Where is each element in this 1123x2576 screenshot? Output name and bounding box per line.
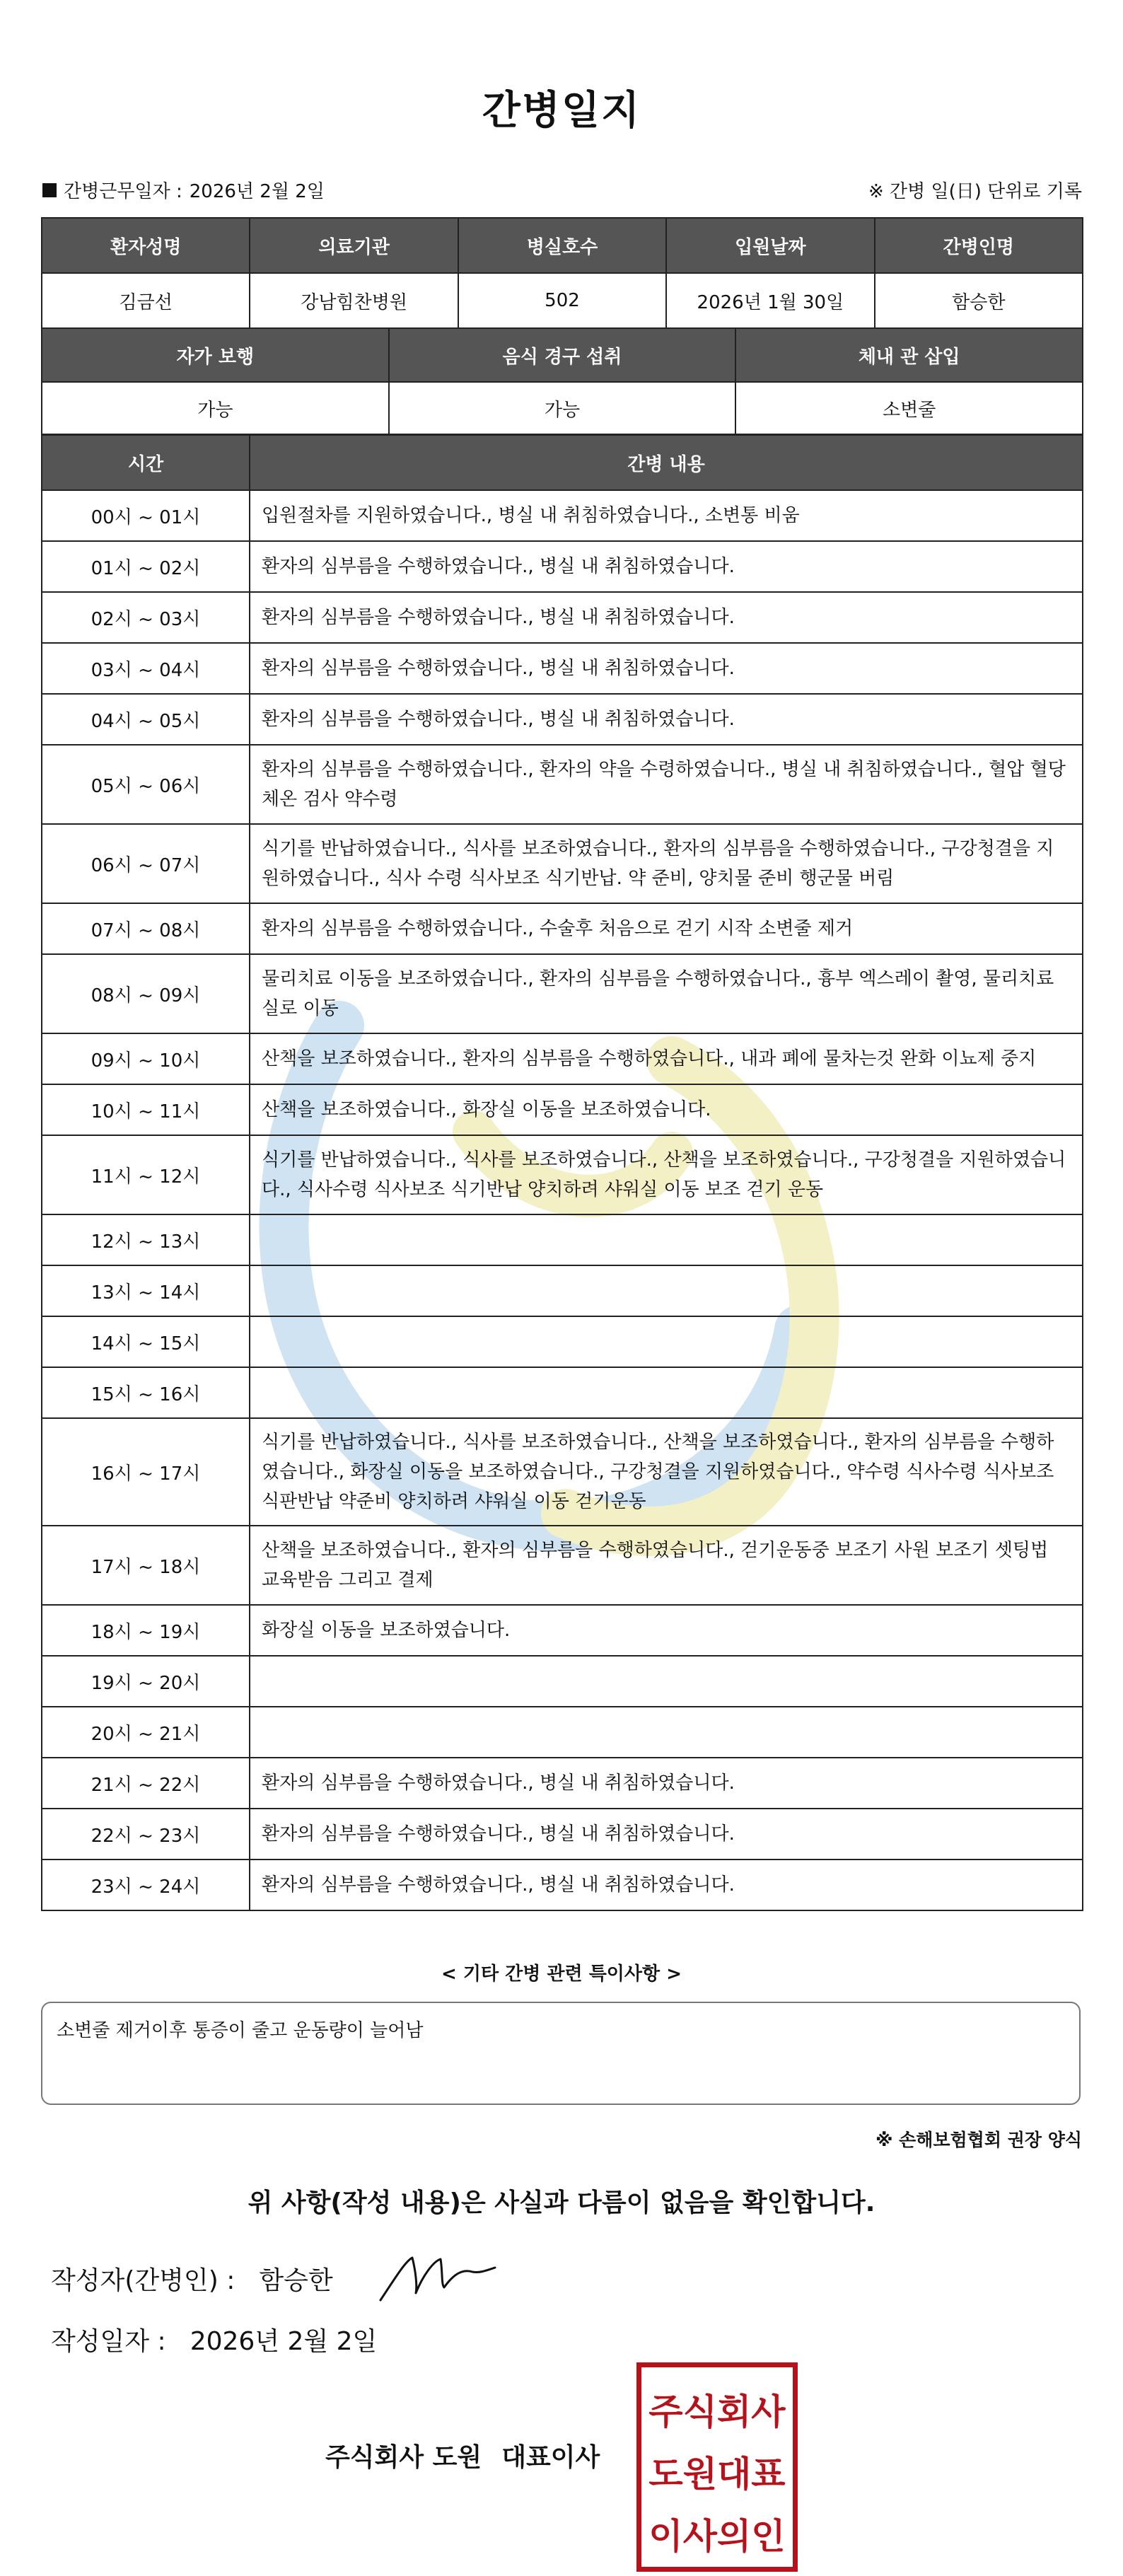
care-content: 환자의 심부름을 수행하였습니다., 수술후 처음으로 걷기 시작 소변줄 제거 bbox=[250, 903, 1083, 954]
table-row bbox=[42, 1033, 1083, 1084]
handwritten-signature bbox=[373, 2244, 501, 2307]
care-content: 환자의 심부름을 수행하였습니다., 환자의 약을 수령하였습니다., 병실 내 취침하였습니다., 혈압 혈당 체온 검사 약수령 bbox=[250, 745, 1083, 824]
self-walking-value: 가능 bbox=[42, 382, 389, 434]
care-content bbox=[250, 1316, 1083, 1367]
care-content bbox=[250, 1367, 1083, 1418]
table-row bbox=[42, 1084, 1083, 1135]
care-content: 환자의 심부름을 수행하였습니다., 병실 내 취침하였습니다. bbox=[250, 1809, 1083, 1860]
table-row bbox=[42, 1526, 1083, 1605]
stamp-line-3: 이사의인 bbox=[648, 2516, 786, 2557]
table-row bbox=[42, 1214, 1083, 1265]
recommend-note: ※ 손해보험협회 권장 양식 bbox=[875, 2130, 1082, 2150]
header-oral-intake: 음식 경구 섭취 bbox=[389, 328, 736, 382]
time-slot: 02시 ~ 03시 bbox=[42, 592, 250, 643]
table-row bbox=[42, 824, 1083, 903]
care-log-body bbox=[42, 490, 1083, 1910]
time-slot: 23시 ~ 24시 bbox=[42, 1860, 250, 1910]
time-slot: 07시 ~ 08시 bbox=[42, 903, 250, 954]
table-row bbox=[42, 903, 1083, 954]
care-content: 환자의 심부름을 수행하였습니다., 병실 내 취침하였습니다. bbox=[250, 541, 1083, 592]
work-date-value: 2026년 2월 2일 bbox=[189, 181, 325, 202]
patient-info-header-row bbox=[42, 218, 1083, 273]
care-content bbox=[250, 1707, 1083, 1758]
time-slot: 15시 ~ 16시 bbox=[42, 1367, 250, 1418]
time-slot: 08시 ~ 09시 bbox=[42, 954, 250, 1033]
table-row bbox=[42, 1656, 1083, 1707]
patient-name: 김금선 bbox=[42, 273, 250, 328]
room-number: 502 bbox=[458, 273, 666, 328]
page-title: 간병일지 bbox=[482, 88, 641, 134]
table-row bbox=[42, 1707, 1083, 1758]
confirmation-text: 위 사항(작성 내용)은 사실과 다름이 없음을 확인합니다. bbox=[248, 2188, 875, 2217]
company-seal-stamp bbox=[636, 2362, 798, 2572]
header-patient-name: 환자성명 bbox=[42, 218, 250, 273]
time-slot: 16시 ~ 17시 bbox=[42, 1418, 250, 1526]
table-row bbox=[42, 954, 1083, 1033]
time-slot: 11시 ~ 12시 bbox=[42, 1135, 250, 1214]
writer-name: 함승한 bbox=[259, 2266, 333, 2295]
patient-status-header-row bbox=[42, 328, 1083, 382]
work-date bbox=[42, 177, 325, 203]
table-row bbox=[42, 1758, 1083, 1809]
patient-status-value-row bbox=[42, 382, 1083, 434]
table-row bbox=[42, 541, 1083, 592]
remarks-title: < 기타 간병 관련 특이사항 > bbox=[441, 1963, 682, 1985]
table-row bbox=[42, 592, 1083, 643]
time-slot: 19시 ~ 20시 bbox=[42, 1656, 250, 1707]
writing-date-line bbox=[51, 2321, 377, 2357]
time-slot: 21시 ~ 22시 bbox=[42, 1758, 250, 1809]
representative-title: 대표이사 bbox=[501, 2443, 600, 2472]
time-slot: 05시 ~ 06시 bbox=[42, 745, 250, 824]
oral-intake-value: 가능 bbox=[389, 382, 736, 434]
table-row bbox=[42, 1367, 1083, 1418]
table-row bbox=[42, 1809, 1083, 1860]
unit-note: ※ 간병 일(日) 단위로 기록 bbox=[868, 181, 1082, 202]
table-row bbox=[42, 1135, 1083, 1214]
time-slot: 18시 ~ 19시 bbox=[42, 1605, 250, 1656]
stamp-line-1: 주식회사 bbox=[648, 2391, 786, 2432]
care-log-table bbox=[41, 434, 1083, 1911]
tube-insertion-value: 소변줄 bbox=[735, 382, 1083, 434]
table-row bbox=[42, 1605, 1083, 1656]
care-content: 환자의 심부름을 수행하였습니다., 병실 내 취침하였습니다. bbox=[250, 694, 1083, 745]
table-row bbox=[42, 1418, 1083, 1526]
care-content: 입원절차를 지원하였습니다., 병실 내 취침하였습니다., 소변통 비움 bbox=[250, 490, 1083, 541]
table-row bbox=[42, 1860, 1083, 1910]
care-content bbox=[250, 1214, 1083, 1265]
care-content: 환자의 심부름을 수행하였습니다., 병실 내 취침하였습니다. bbox=[250, 1860, 1083, 1910]
header-caregiver: 간병인명 bbox=[875, 218, 1083, 273]
header-care-content: 간병 내용 bbox=[250, 435, 1083, 490]
remarks-text: 소변줄 제거이후 통증이 줄고 운동량이 늘어남 bbox=[57, 2020, 424, 2041]
time-slot: 01시 ~ 02시 bbox=[42, 541, 250, 592]
table-row bbox=[42, 1316, 1083, 1367]
company-name: 주식회사 도원 bbox=[325, 2443, 482, 2472]
care-content: 산책을 보조하였습니다., 환자의 심부름을 수행하였습니다., 내과 폐에 물차는것 완화 이뇨제 중지 bbox=[250, 1033, 1083, 1084]
table-row bbox=[42, 643, 1083, 694]
time-slot: 04시 ~ 05시 bbox=[42, 694, 250, 745]
work-date-label: 간병근무일자 : bbox=[64, 181, 182, 202]
hospital-name: 강남힘찬병원 bbox=[250, 273, 458, 328]
care-content: 화장실 이동을 보조하였습니다. bbox=[250, 1605, 1083, 1656]
care-content: 환자의 심부름을 수행하였습니다., 병실 내 취침하였습니다. bbox=[250, 1758, 1083, 1809]
time-slot: 12시 ~ 13시 bbox=[42, 1214, 250, 1265]
time-slot: 00시 ~ 01시 bbox=[42, 490, 250, 541]
header-self-walking: 자가 보행 bbox=[42, 328, 389, 382]
time-slot: 17시 ~ 18시 bbox=[42, 1526, 250, 1605]
care-content: 산책을 보조하였습니다., 화장실 이동을 보조하였습니다. bbox=[250, 1084, 1083, 1135]
time-slot: 06시 ~ 07시 bbox=[42, 824, 250, 903]
writing-date-label: 작성일자 : bbox=[51, 2327, 166, 2356]
time-slot: 14시 ~ 15시 bbox=[42, 1316, 250, 1367]
care-content: 산책을 보조하였습니다., 환자의 심부름을 수행하였습니다., 걷기운동중 보조기 사원 보조기 셋팅법 교육받음 그리고 결제 bbox=[250, 1526, 1083, 1605]
time-slot: 20시 ~ 21시 bbox=[42, 1707, 250, 1758]
company-line bbox=[325, 2437, 600, 2473]
patient-status-table bbox=[41, 327, 1083, 435]
writer-line bbox=[51, 2261, 333, 2297]
writing-date-value: 2026년 2월 2일 bbox=[190, 2327, 378, 2356]
care-content: 환자의 심부름을 수행하였습니다., 병실 내 취침하였습니다. bbox=[250, 592, 1083, 643]
care-content: 식기를 반납하였습니다., 식사를 보조하였습니다., 환자의 심부름을 수행하였습니다., 구강청결을 지원하였습니다., 식사 수령 식사보조 식기반납. 약 준비, 양치물 준비 행군물 버림 bbox=[250, 824, 1083, 903]
bullet-square-icon bbox=[42, 183, 57, 197]
time-slot: 09시 ~ 10시 bbox=[42, 1033, 250, 1084]
patient-info-value-row bbox=[42, 273, 1083, 328]
care-content: 식기를 반납하였습니다., 식사를 보조하였습니다., 산책을 보조하였습니다., 구강청결을 지원하였습니다., 식사수령 식사보조 식기반납 양치하려 샤워실 이동 보조 걷기 운동 bbox=[250, 1135, 1083, 1214]
care-content: 식기를 반납하였습니다., 식사를 보조하였습니다., 산책을 보조하였습니다., 환자의 심부름을 수행하였습니다., 화장실 이동을 보조하였습니다., 구강청결을 지원하였습니다., 약수령 식사수령 식사보조 식판반납 약준비 양치하려 샤워실 이동 걷기운동 bbox=[250, 1418, 1083, 1526]
table-row bbox=[42, 745, 1083, 824]
care-content bbox=[250, 1265, 1083, 1316]
table-row bbox=[42, 1265, 1083, 1316]
care-content bbox=[250, 1656, 1083, 1707]
header-hospital: 의료기관 bbox=[250, 218, 458, 273]
table-row bbox=[42, 490, 1083, 541]
remarks-box bbox=[41, 2002, 1081, 2105]
admission-date: 2026년 1월 30일 bbox=[666, 273, 874, 328]
care-content: 물리치료 이동을 보조하였습니다., 환자의 심부름을 수행하였습니다., 흉부 엑스레이 촬영, 물리치료실로 이동 bbox=[250, 954, 1083, 1033]
header-time: 시간 bbox=[42, 435, 250, 490]
writer-label: 작성자(간병인) : bbox=[51, 2266, 235, 2295]
header-tube-insertion: 체내 관 삽입 bbox=[735, 328, 1083, 382]
time-slot: 10시 ~ 11시 bbox=[42, 1084, 250, 1135]
care-log-header-row bbox=[42, 435, 1083, 490]
header-admission-date: 입원날짜 bbox=[666, 218, 874, 273]
time-slot: 22시 ~ 23시 bbox=[42, 1809, 250, 1860]
time-slot: 03시 ~ 04시 bbox=[42, 643, 250, 694]
header-room: 병실호수 bbox=[458, 218, 666, 273]
table-row bbox=[42, 694, 1083, 745]
stamp-line-2: 도원대표 bbox=[648, 2454, 786, 2495]
patient-info-table bbox=[41, 217, 1083, 329]
time-slot: 13시 ~ 14시 bbox=[42, 1265, 250, 1316]
care-content: 환자의 심부름을 수행하였습니다., 병실 내 취침하였습니다. bbox=[250, 643, 1083, 694]
caregiver-name: 함승한 bbox=[875, 273, 1083, 328]
